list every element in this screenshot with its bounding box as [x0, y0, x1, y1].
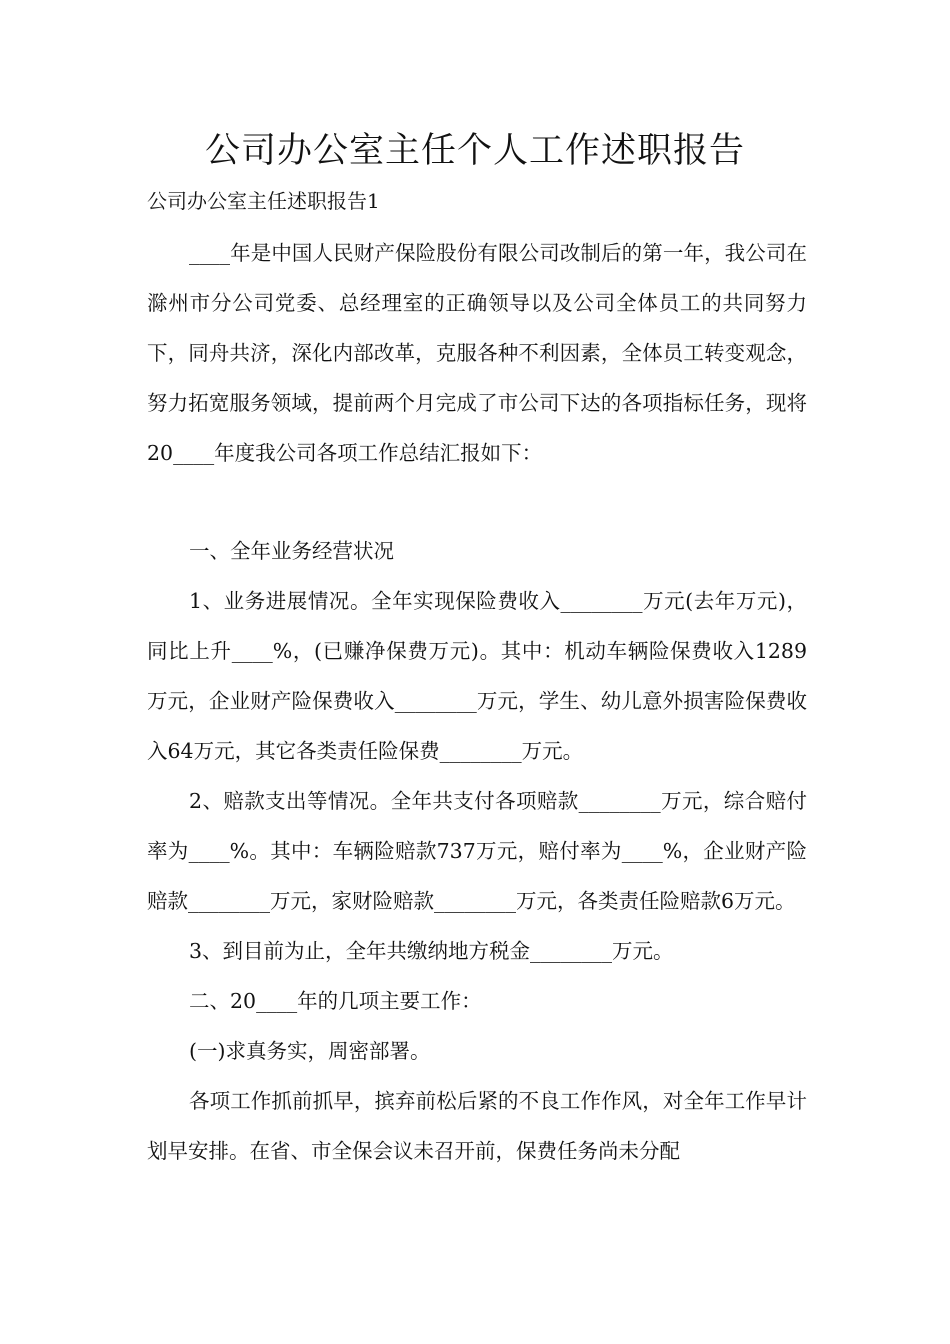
section1-heading: 一、全年业务经营状况	[189, 539, 394, 563]
item3-paragraph: 3、到目前为止，全年共缴纳地方税金________万元。	[189, 939, 674, 963]
body-block	[147, 526, 807, 1176]
item1-paragraph: 1、业务进展情况。全年实现保险费收入________万元(去年万元)，同比上升____%，(已赚净保费万元)。其中：机动车辆险保费收入1289万元，企业财产险保费收入________万元，学生、幼儿意外损害险保费收入64万元，其它各类责任险保费________万元。	[147, 589, 807, 763]
document-title: 公司办公室主任个人工作述职报告	[204, 131, 745, 171]
subsection1-heading: (一)求真务实，周密部署。	[189, 1039, 431, 1063]
last-paragraph: 各项工作抓前抓早，摈弃前松后紧的不良工作作风，对全年工作早计划早安排。在省、市全保会议未召开前，保费任务尚未分配	[147, 1089, 807, 1163]
intro-block	[147, 228, 807, 478]
document-subtitle: 公司办公室主任述职报告1	[147, 189, 380, 213]
item2-paragraph: 2、赔款支出等情况。全年共支付各项赔款________万元，综合赔付率为____%。其中：车辆险赔款737万元，赔付率为____%，企业财产险赔款________万元，家财险赔款________万元，各类责任险赔款6万元。	[147, 789, 807, 913]
section2-heading: 二、20____年的几项主要工作：	[189, 989, 482, 1013]
intro-paragraph: ____年是中国人民财产保险股份有限公司改制后的第一年，我公司在滁州市分公司党委、总经理室的正确领导以及公司全体员工的共同努力下，同舟共济，深化内部改革，克服各种不利因素，全体员工转变观念，努力拓宽服务领域，提前两个月完成了市公司下达的各项指标任务，现将20____年度我公司各项工作总结汇报如下：	[147, 241, 807, 465]
